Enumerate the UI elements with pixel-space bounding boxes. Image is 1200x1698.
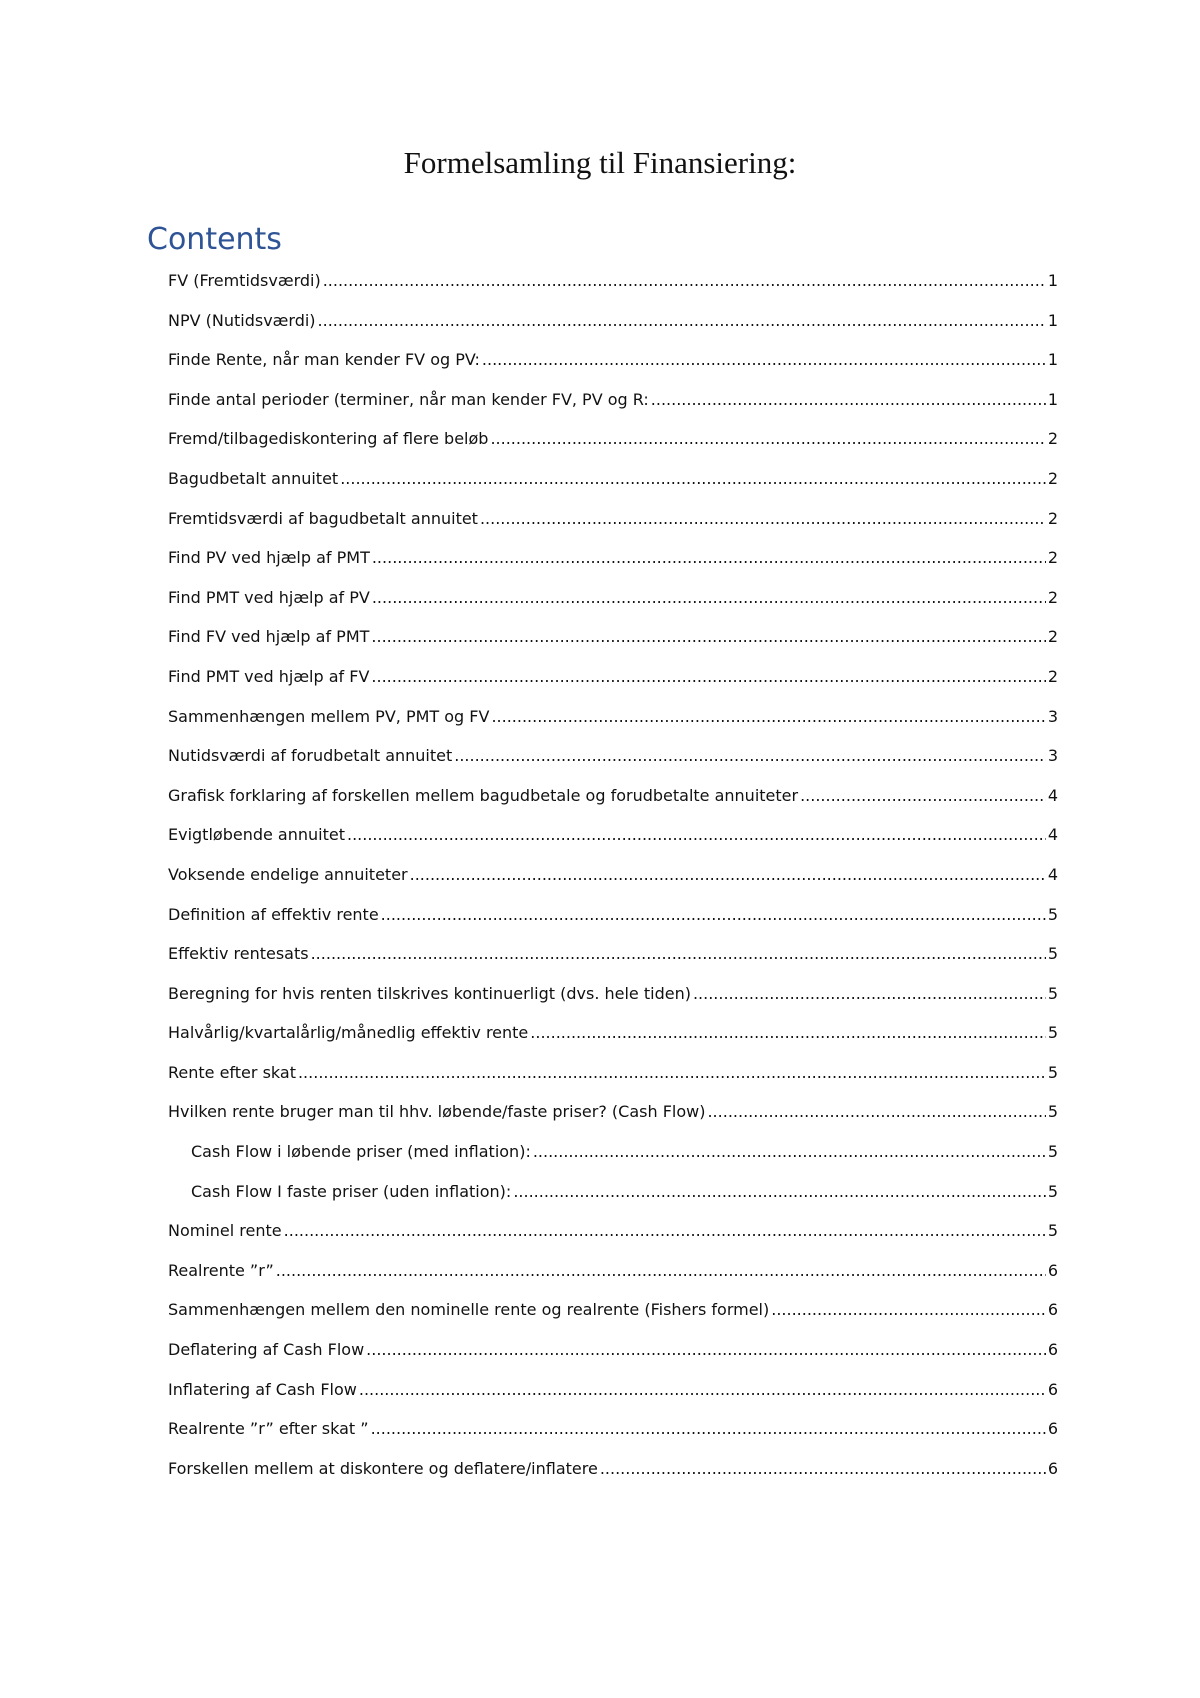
toc-entry-text: Realrente ”r” xyxy=(168,1260,274,1280)
toc-entry[interactable] xyxy=(168,1139,1058,1179)
toc-entry[interactable] xyxy=(168,1099,1058,1139)
toc-page-number: 4 xyxy=(1047,864,1058,884)
toc-page-number: 5 xyxy=(1047,944,1058,964)
toc-entry-text: Forskellen mellem at diskontere og deflatere/inflatere xyxy=(168,1458,598,1478)
toc-entry-text: Nutidsværdi af forudbetalt annuitet xyxy=(168,746,453,766)
toc-entry-text: FV (Fremtidsværdi) xyxy=(168,271,321,290)
toc-entry[interactable] xyxy=(168,981,1058,1021)
toc-page-number: 3 xyxy=(1047,706,1058,726)
toc-page-number: 4 xyxy=(1047,785,1058,805)
toc-entry[interactable] xyxy=(168,585,1058,625)
toc-dot-leader xyxy=(366,1337,1046,1363)
toc-page-number: 6 xyxy=(1047,1340,1058,1360)
toc-entry-text: Beregning for hvis renten tilskrives kontinuerligt (dvs. hele tiden) xyxy=(168,983,691,1003)
toc-entry[interactable] xyxy=(168,822,1058,862)
toc-dot-leader xyxy=(318,308,1046,334)
toc-page-number: 6 xyxy=(1047,1419,1058,1439)
toc-page-number: 5 xyxy=(1047,1142,1058,1162)
toc-entry-text: Sammenhængen mellem PV, PMT og FV xyxy=(168,706,490,726)
toc-page-number: 6 xyxy=(1047,1260,1058,1280)
toc-entry[interactable] xyxy=(168,1297,1058,1337)
toc-entry[interactable] xyxy=(168,1456,1058,1496)
toc-entry-text: Evigtløbende annuitet xyxy=(168,825,345,845)
toc-entry-text: Find FV ved hjælp af PMT xyxy=(168,627,370,647)
toc-entry[interactable] xyxy=(168,1258,1058,1298)
toc-entry-text: Cash Flow I faste priser (uden inflation): xyxy=(191,1181,512,1201)
toc-dot-leader xyxy=(323,268,1046,294)
toc-page-number: 6 xyxy=(1047,1458,1058,1478)
toc-dot-leader xyxy=(311,941,1046,967)
toc-dot-leader xyxy=(480,506,1046,532)
toc-entry[interactable] xyxy=(168,466,1058,506)
toc-entry[interactable] xyxy=(168,1060,1058,1100)
toc-entry-text: Finde Rente, når man kender FV og PV: xyxy=(168,350,480,370)
toc-entry-text: Deflatering af Cash Flow xyxy=(168,1340,365,1360)
table-of-contents xyxy=(168,268,1058,1495)
toc-page-number: 1 xyxy=(1047,271,1058,290)
toc-page-number: 1 xyxy=(1047,350,1058,370)
toc-dot-leader xyxy=(359,1377,1046,1403)
toc-entry-text: Rente efter skat xyxy=(168,1062,296,1082)
toc-entry-text: Fremd/tilbagediskontering af flere beløb xyxy=(168,429,489,449)
toc-entry[interactable] xyxy=(168,1377,1058,1417)
toc-entry[interactable] xyxy=(168,1416,1058,1456)
toc-entry[interactable] xyxy=(168,902,1058,942)
toc-entry-text: Inflatering af Cash Flow xyxy=(168,1379,357,1399)
toc-dot-leader xyxy=(381,902,1046,928)
toc-entry[interactable] xyxy=(168,268,1058,308)
toc-dot-leader xyxy=(410,862,1046,888)
toc-dot-leader xyxy=(513,1179,1046,1205)
toc-page-number: 2 xyxy=(1047,508,1058,528)
toc-page-number: 5 xyxy=(1047,983,1058,1003)
toc-dot-leader xyxy=(347,822,1046,848)
toc-entry[interactable] xyxy=(168,1179,1058,1219)
toc-entry-text: Find PV ved hjælp af PMT xyxy=(168,548,370,568)
toc-page-number: 3 xyxy=(1047,746,1058,766)
toc-page-number: 1 xyxy=(1047,310,1058,330)
toc-entry-text: Halvårlig/kvartalårlig/månedlig effektiv rente xyxy=(168,1023,529,1043)
toc-page-number: 1 xyxy=(1047,389,1058,409)
toc-dot-leader xyxy=(707,1099,1045,1125)
toc-entry-text: Bagudbetalt annuitet xyxy=(168,468,339,488)
toc-entry-text: Cash Flow i løbende priser (med inflation): xyxy=(191,1142,531,1162)
toc-entry-text: Effektiv rentesats xyxy=(168,944,309,964)
toc-entry[interactable] xyxy=(168,426,1058,466)
toc-dot-leader xyxy=(490,426,1045,452)
toc-entry[interactable] xyxy=(168,308,1058,348)
document-title: Formelsamling til Finansiering: xyxy=(403,145,797,180)
toc-entry[interactable] xyxy=(168,862,1058,902)
toc-entry-text: Finde antal perioder (terminer, når man kender FV, PV og R: xyxy=(168,389,649,409)
toc-entry-text: Fremtidsværdi af bagudbetalt annuitet xyxy=(168,508,478,528)
toc-dot-leader xyxy=(771,1297,1046,1323)
toc-page-number: 2 xyxy=(1047,627,1058,647)
toc-entry[interactable] xyxy=(168,387,1058,427)
toc-dot-leader xyxy=(298,1060,1046,1086)
toc-entry[interactable] xyxy=(168,664,1058,704)
toc-entry[interactable] xyxy=(168,1020,1058,1060)
toc-entry-text: Find PMT ved hjælp af PV xyxy=(168,587,370,607)
toc-entry-text: Realrente ”r” efter skat ” xyxy=(168,1419,369,1439)
toc-dot-leader xyxy=(276,1258,1046,1284)
toc-entry[interactable] xyxy=(168,347,1058,387)
toc-entry[interactable] xyxy=(168,1218,1058,1258)
toc-dot-leader xyxy=(371,1416,1046,1442)
toc-page-number: 2 xyxy=(1047,666,1058,686)
toc-dot-leader xyxy=(491,704,1045,730)
toc-page-number: 2 xyxy=(1047,587,1058,607)
toc-page-number: 5 xyxy=(1047,1181,1058,1201)
toc-page-number: 2 xyxy=(1047,468,1058,488)
toc-page-number: 5 xyxy=(1047,1102,1058,1122)
toc-page-number: 2 xyxy=(1047,548,1058,568)
toc-dot-leader xyxy=(482,347,1046,373)
toc-dot-leader xyxy=(651,387,1046,413)
toc-dot-leader xyxy=(600,1456,1046,1482)
toc-dot-leader xyxy=(340,466,1046,492)
toc-entry[interactable] xyxy=(168,624,1058,664)
toc-entry[interactable] xyxy=(168,545,1058,585)
toc-dot-leader xyxy=(530,1020,1046,1046)
toc-page-number: 5 xyxy=(1047,904,1058,924)
toc-entry[interactable] xyxy=(168,783,1058,823)
toc-dot-leader xyxy=(372,585,1046,611)
toc-dot-leader xyxy=(284,1218,1046,1244)
toc-dot-leader xyxy=(800,783,1046,809)
toc-page-number: 5 xyxy=(1047,1221,1058,1241)
toc-entry-text: Hvilken rente bruger man til hhv. løbende/faste priser? (Cash Flow) xyxy=(168,1102,706,1122)
toc-dot-leader xyxy=(371,624,1045,650)
toc-entry[interactable] xyxy=(168,704,1058,744)
toc-entry-text: Definition af effektiv rente xyxy=(168,904,379,924)
toc-entry-text: Grafisk forklaring af forskellen mellem bagudbetale og forudbetalte annuiteter xyxy=(168,785,799,805)
toc-entry-text: Voksende endelige annuiteter xyxy=(168,864,408,884)
toc-page-number: 6 xyxy=(1047,1300,1058,1320)
toc-entry-text: NPV (Nutidsværdi) xyxy=(168,310,316,330)
toc-page-number: 5 xyxy=(1047,1062,1058,1082)
toc-dot-leader xyxy=(454,743,1046,769)
toc-entry-text: Sammenhængen mellem den nominelle rente og realrente (Fishers formel) xyxy=(168,1300,770,1320)
toc-entry-text: Nominel rente xyxy=(168,1221,282,1241)
toc-dot-leader xyxy=(371,664,1045,690)
toc-entry[interactable] xyxy=(168,941,1058,981)
toc-page-number: 4 xyxy=(1047,825,1058,845)
toc-dot-leader xyxy=(533,1139,1046,1165)
toc-page-number: 5 xyxy=(1047,1023,1058,1043)
toc-entry[interactable] xyxy=(168,743,1058,783)
toc-dot-leader xyxy=(372,545,1046,571)
toc-heading: Contents xyxy=(147,222,282,257)
toc-page-number: 6 xyxy=(1047,1379,1058,1399)
toc-page-number: 2 xyxy=(1047,429,1058,449)
toc-entry[interactable] xyxy=(168,1337,1058,1377)
toc-dot-leader xyxy=(693,981,1046,1007)
toc-entry-text: Find PMT ved hjælp af FV xyxy=(168,666,370,686)
toc-entry[interactable] xyxy=(168,506,1058,546)
